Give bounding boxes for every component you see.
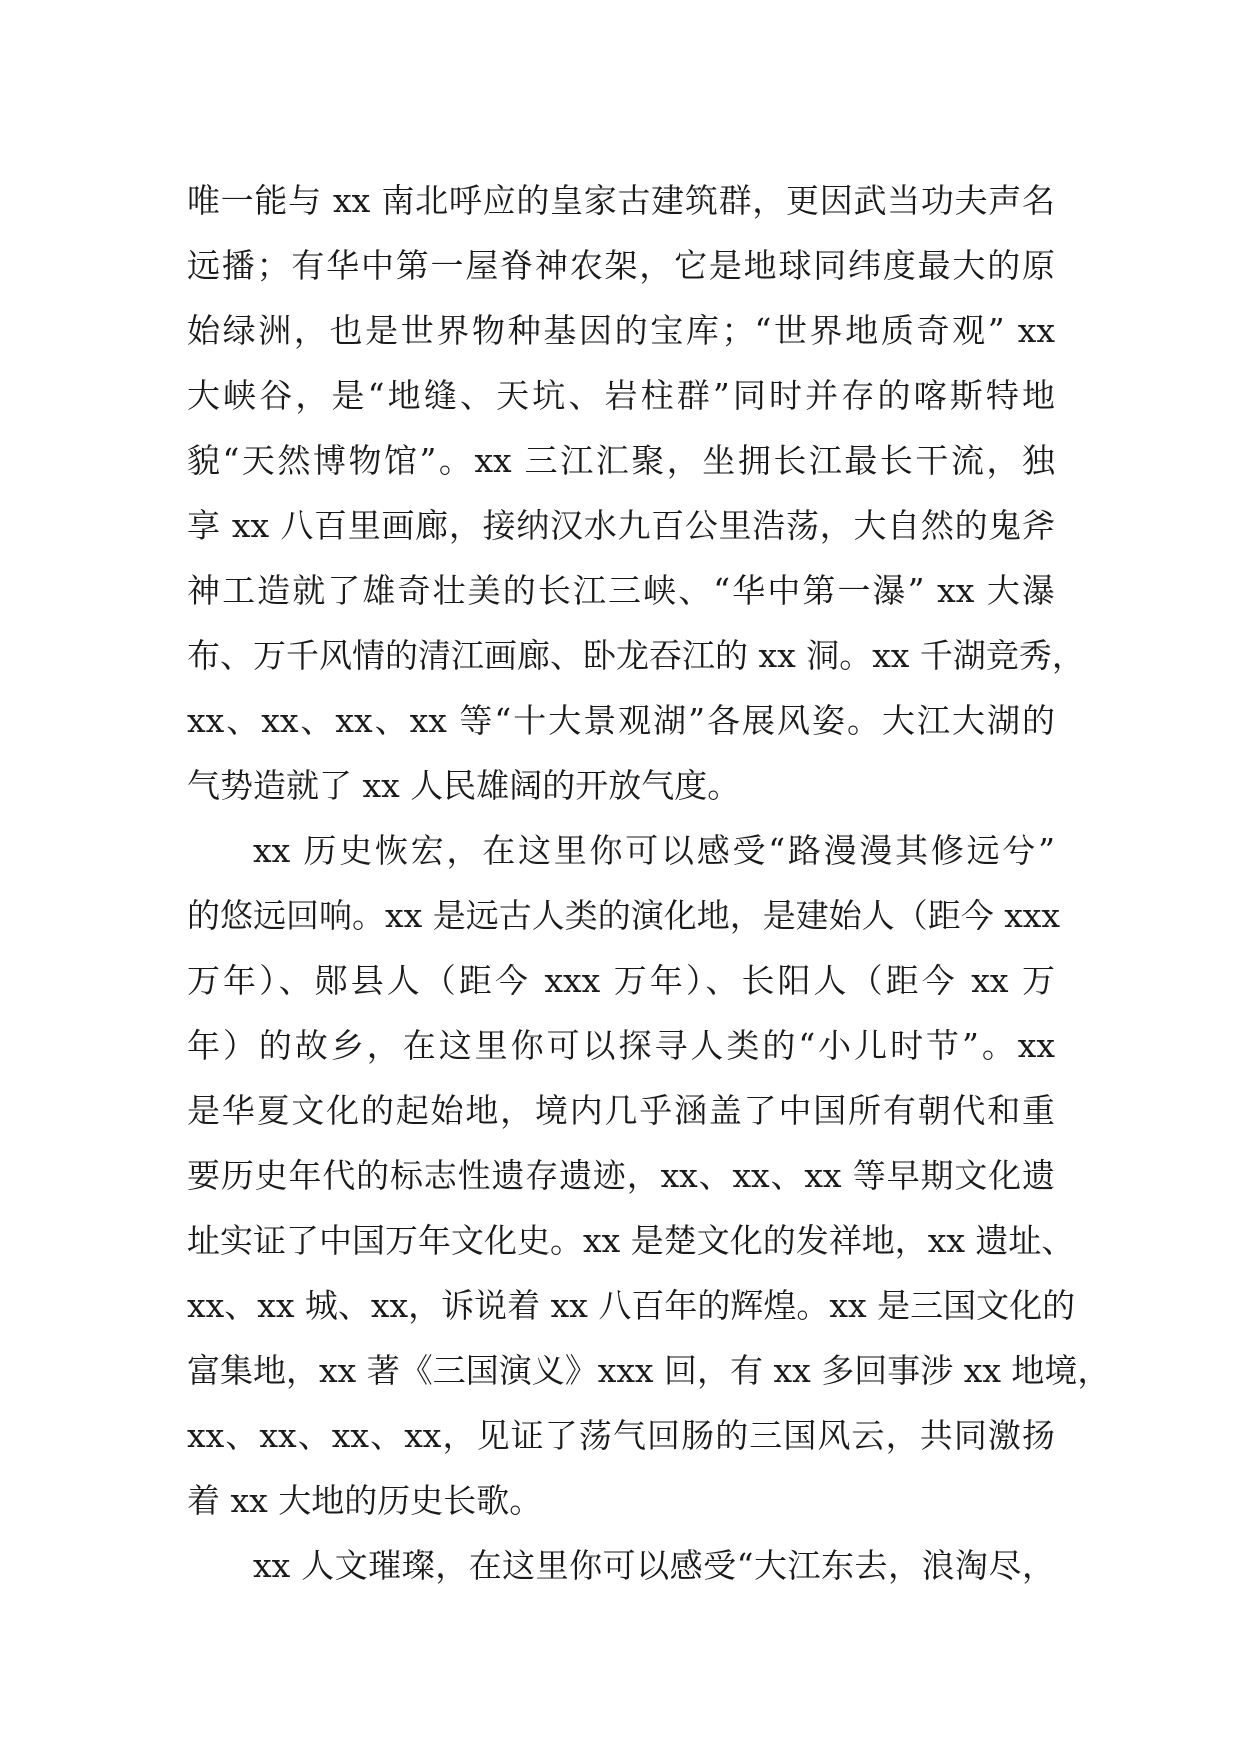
paragraph-last-line: 着 xx 大地的历史长歌。	[187, 1481, 543, 1520]
text-line: 布、万千风情的清江画廊、卧龙吞江的 xx 洞。xx 千湖竞秀，	[187, 636, 1085, 675]
paragraph-first-line: xx 历史恢宏，在这里你可以感受“路漫漫其修远兮”	[253, 831, 1055, 870]
text-line: xx、xx、xx、xx，见证了荡气回肠的三国风云，共同激扬	[187, 1416, 1055, 1455]
text-line: 大峡谷，是“地缝、天坑、岩柱群”同时并存的喀斯特地	[187, 376, 1055, 415]
text-line: 年）的故乡，在这里你可以探寻人类的“小儿时节”。xx	[187, 1026, 1055, 1065]
text-line: xx、xx 城、xx，诉说着 xx 八百年的辉煌。xx 是三国文化的	[187, 1286, 1076, 1325]
text-line: 远播；有华中第一屋脊神农架，它是地球同纬度最大的原	[187, 246, 1055, 285]
text-line: 的悠远回响。xx 是远古人类的演化地，是建始人（距今 xxx	[187, 896, 1061, 935]
body-text	[187, 168, 1111, 1598]
text-line: 要历史年代的标志性遗存遗迹，xx、xx、xx 等早期文化遗	[187, 1156, 1055, 1195]
text-line: 唯一能与 xx 南北呼应的皇家古建筑群，更因武当功夫声名	[187, 181, 1055, 220]
text-line: 神工造就了雄奇壮美的长江三峡、“华中第一瀑” xx 大瀑	[187, 571, 1055, 610]
text-line: 万年）、郧县人（距今 xxx 万年）、长阳人（距今 xx 万	[187, 961, 1055, 1000]
text-line: 是华夏文化的起始地，境内几乎涵盖了中国所有朝代和重	[187, 1091, 1055, 1130]
paragraph-first-line: xx 人文璀璨，在这里你可以感受“大江东去，浪淘尽，	[253, 1546, 1055, 1585]
text-line: 始绿洲，也是世界物种基因的宝库；“世界地质奇观” xx	[187, 311, 1055, 350]
text-line: 富集地，xx 著《三国演义》xxx 回，有 xx 多回事涉 xx 地境，	[187, 1351, 1111, 1390]
text-line: 貌“天然博物馆”。xx 三江汇聚，坐拥长江最长干流，独	[187, 441, 1055, 480]
text-line: xx、xx、xx、xx 等“十大景观湖”各展风姿。大江大湖的	[187, 701, 1055, 740]
text-line: 享 xx 八百里画廊，接纳汉水九百公里浩荡，大自然的鬼斧	[187, 506, 1055, 545]
text-line: 址实证了中国万年文化史。xx 是楚文化的发祥地，xx 遗址、	[187, 1221, 1075, 1260]
paragraph-last-line: 气势造就了 xx 人民雄阔的开放气度。	[187, 766, 741, 805]
